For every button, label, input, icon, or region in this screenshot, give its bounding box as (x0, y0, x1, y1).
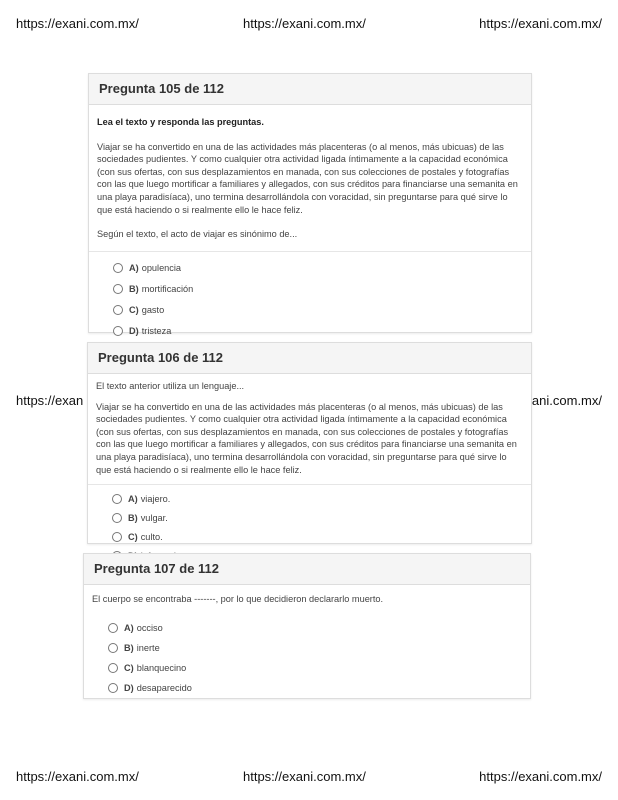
watermark-top-left: https://exani.com.mx/ (16, 16, 139, 31)
radio-icon[interactable] (113, 305, 123, 315)
option-label: gasto (141, 305, 165, 316)
option-letter: A) (128, 493, 138, 504)
option-label: blanquecino (136, 662, 187, 673)
option-c[interactable] (113, 300, 531, 321)
watermark-middle-right: ani.com.mx/ (531, 393, 602, 408)
card-body (84, 585, 530, 606)
option-label: mortificación (141, 284, 194, 295)
option-letter: D) (124, 682, 134, 693)
radio-icon[interactable] (108, 663, 118, 673)
option-d[interactable] (108, 678, 530, 698)
watermark-middle-left: https://exan (16, 393, 84, 408)
radio-icon[interactable] (113, 326, 123, 336)
option-letter: C) (129, 305, 139, 316)
instruction-text: Lea el texto y responda las preguntas. (97, 117, 264, 127)
card-body (88, 374, 531, 476)
options-list (89, 251, 531, 342)
radio-icon[interactable] (108, 683, 118, 693)
question-text: El texto anterior utiliza un lenguaje... (96, 381, 245, 391)
watermark-bottom-center: https://exani.com.mx/ (243, 769, 366, 784)
question-card-107 (83, 553, 531, 699)
reading-passage: Viajar se ha convertido en una de las actividades más placenteras (o al menos, más ubicuas) de las sociedades pudientes. Y como cualquier otra actividad ligada íntimamente a la capacidad económica (con sus ofertas, con sus desplazamientos en manada, con sus colecciones de postales y fotografías con las que luego mortificar a familiares y allegados, con sus créditos para financiarse una semanita en una playa paradisíaca), uno termina desarrollándola con voracidad, sin preguntarse para qué sirve lo que está haciendo o si realmente ello le hace feliz. (97, 141, 518, 215)
option-c[interactable] (112, 527, 531, 546)
radio-icon[interactable] (112, 513, 122, 523)
option-label: opulencia (141, 263, 182, 274)
option-label: culto. (140, 531, 163, 542)
option-label: inerte (136, 642, 160, 653)
question-text: El cuerpo se encontraba -------, por lo que decidieron declararlo muerto. (92, 594, 384, 604)
option-letter: B) (129, 284, 139, 295)
radio-icon[interactable] (113, 263, 123, 273)
option-label: desaparecido (136, 682, 192, 693)
option-a[interactable] (113, 258, 531, 279)
option-b[interactable] (108, 638, 530, 658)
option-letter: A) (129, 263, 139, 274)
option-letter: C) (124, 662, 134, 673)
watermark-bottom-right: https://exani.com.mx/ (479, 769, 602, 784)
option-letter: C) (128, 531, 138, 542)
card-title: Pregunta 107 de 112 (84, 554, 530, 585)
option-a[interactable] (112, 489, 531, 508)
option-label: viajero. (140, 493, 171, 504)
option-label: vulgar. (140, 512, 168, 523)
option-label: tristeza (141, 326, 172, 337)
radio-icon[interactable] (113, 284, 123, 294)
option-label: occiso (136, 622, 163, 633)
reading-passage: Viajar se ha convertido en una de las actividades más placenteras (o al menos, más ubicuas) de las sociedades pudientes. Y como cualquier otra actividad ligada íntimamente a la capacidad económica (con sus ofertas, con sus desplazamientos en manada, con sus colecciones de postales y fotografías con las que luego mortificar a familiares y allegados, con sus créditos para financiarse una semanita en una playa paradisíaca), uno termina desarrollándola con voracidad, sin preguntarse para qué sirve lo que está haciendo o si realmente ello le hace feliz. (96, 401, 517, 475)
card-body (89, 105, 531, 241)
radio-icon[interactable] (108, 643, 118, 653)
option-b[interactable] (113, 279, 531, 300)
card-title: Pregunta 106 de 112 (88, 343, 531, 374)
question-text: Según el texto, el acto de viajar es sinónimo de... (97, 229, 298, 240)
radio-icon[interactable] (108, 623, 118, 633)
question-card-105 (88, 73, 532, 337)
option-d[interactable] (113, 321, 531, 342)
watermark-top-right: https://exani.com.mx/ (479, 16, 602, 31)
option-letter: D) (129, 326, 139, 337)
watermark-top-center: https://exani.com.mx/ (243, 16, 366, 31)
radio-icon[interactable] (112, 532, 122, 542)
option-letter: B) (128, 512, 138, 523)
card-title: Pregunta 105 de 112 (89, 74, 531, 105)
option-c[interactable] (108, 658, 530, 678)
option-letter: B) (124, 642, 134, 653)
question-card-106 (87, 342, 532, 544)
option-letter: A) (124, 622, 134, 633)
option-b[interactable] (112, 508, 531, 527)
option-a[interactable] (108, 618, 530, 638)
radio-icon[interactable] (112, 494, 122, 504)
options-list (84, 618, 530, 698)
watermark-bottom-left: https://exani.com.mx/ (16, 769, 139, 784)
